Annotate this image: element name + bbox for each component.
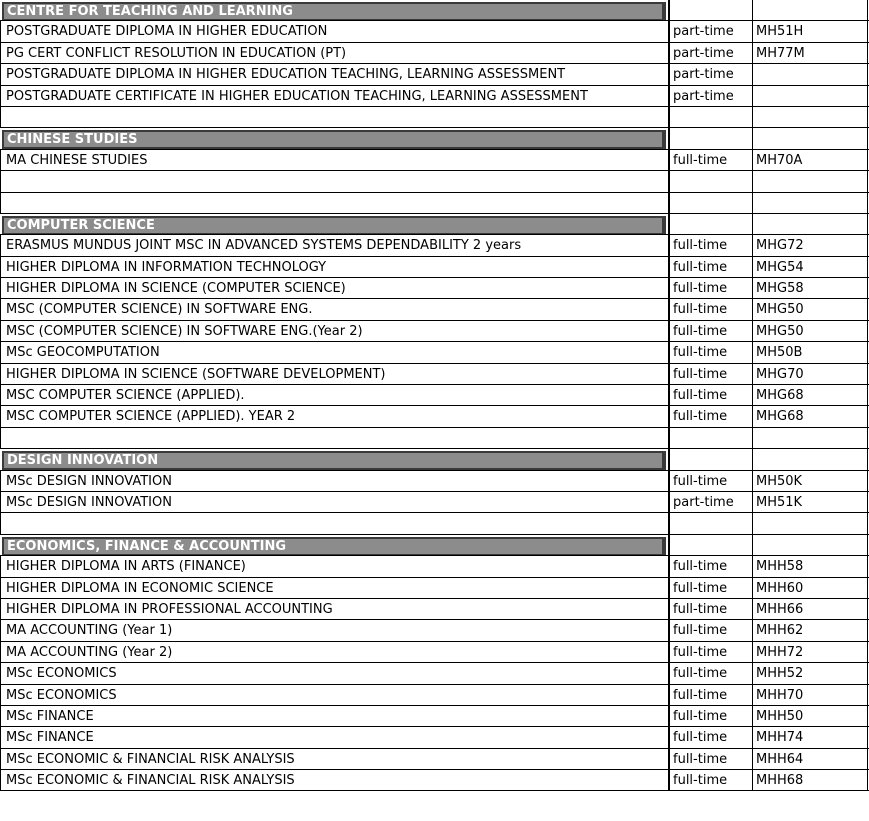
table-row [0, 406, 869, 427]
programme-name-cell[interactable]: MSc ECONOMIC & FINANCIAL RISK ANALYSIS [0, 749, 668, 769]
course-code-cell[interactable]: MH51K [752, 492, 868, 512]
programme-name-cell[interactable]: MSc FINANCE [0, 727, 668, 747]
programme-name-cell[interactable]: HIGHER DIPLOMA IN INFORMATION TECHNOLOGY [0, 257, 668, 277]
table-row [0, 685, 869, 706]
course-code-cell[interactable]: MHG50 [752, 321, 868, 341]
section-header-cell[interactable] [0, 535, 668, 555]
empty-cell[interactable] [668, 513, 752, 533]
study-mode-cell[interactable]: full-time [668, 150, 752, 170]
study-mode-cell[interactable]: full-time [668, 257, 752, 277]
blank-row [0, 428, 869, 449]
course-code-cell[interactable]: MH51H [752, 21, 868, 41]
empty-cell[interactable] [752, 0, 868, 20]
course-code-cell[interactable]: MHH52 [752, 663, 868, 683]
empty-cell[interactable] [668, 0, 752, 20]
course-code-cell[interactable]: MHH62 [752, 620, 868, 640]
study-mode-cell[interactable]: full-time [668, 278, 752, 298]
study-mode-cell[interactable]: full-time [668, 235, 752, 255]
empty-cell[interactable] [0, 513, 668, 533]
table-row [0, 385, 869, 406]
study-mode-cell[interactable]: full-time [668, 364, 752, 384]
programme-name-cell[interactable]: HIGHER DIPLOMA IN ECONOMIC SCIENCE [0, 578, 668, 598]
table-row [0, 620, 869, 641]
course-code-cell[interactable]: MHH64 [752, 749, 868, 769]
table-row [0, 663, 869, 684]
course-code-cell[interactable] [752, 86, 868, 106]
course-code-cell[interactable]: MHH72 [752, 642, 868, 662]
table-row [0, 770, 869, 791]
section-title: DESIGN INNOVATION [2, 451, 666, 469]
section-title: CENTRE FOR TEACHING AND LEARNING [2, 2, 666, 20]
course-code-cell[interactable]: MHH50 [752, 706, 868, 726]
study-mode-cell[interactable]: full-time [668, 770, 752, 790]
section-header-row [0, 0, 869, 21]
study-mode-cell[interactable]: full-time [668, 685, 752, 705]
section-header-cell[interactable] [0, 0, 668, 20]
programme-name-cell[interactable]: MSc ECONOMICS [0, 685, 668, 705]
programme-name-cell[interactable]: PG CERT CONFLICT RESOLUTION IN EDUCATION (PT) [0, 43, 668, 63]
study-mode-cell[interactable]: full-time [668, 642, 752, 662]
programme-name-cell[interactable]: HIGHER DIPLOMA IN ARTS (FINANCE) [0, 556, 668, 576]
blank-row [0, 513, 869, 534]
study-mode-cell[interactable]: full-time [668, 620, 752, 640]
programme-name-cell[interactable]: MSC COMPUTER SCIENCE (APPLIED). [0, 385, 668, 405]
empty-cell[interactable] [668, 128, 752, 148]
course-code-cell[interactable]: MHH58 [752, 556, 868, 576]
course-code-cell[interactable]: MH70A [752, 150, 868, 170]
course-code-cell[interactable]: MHG50 [752, 299, 868, 319]
section-title: CHINESE STUDIES [2, 130, 666, 148]
programme-name-cell[interactable]: POSTGRADUATE DIPLOMA IN HIGHER EDUCATION [0, 21, 668, 41]
table-row [0, 21, 869, 42]
study-mode-cell[interactable]: full-time [668, 599, 752, 619]
empty-cell[interactable] [752, 449, 868, 469]
table-row [0, 342, 869, 363]
study-mode-cell[interactable]: full-time [668, 727, 752, 747]
programme-name-cell[interactable]: HIGHER DIPLOMA IN SCIENCE (SOFTWARE DEVELOPMENT) [0, 364, 668, 384]
programme-name-cell[interactable]: MSc ECONOMIC & FINANCIAL RISK ANALYSIS [0, 770, 668, 790]
empty-cell[interactable] [668, 214, 752, 234]
programme-name-cell[interactable]: HIGHER DIPLOMA IN SCIENCE (COMPUTER SCIENCE) [0, 278, 668, 298]
programme-name-cell[interactable]: POSTGRADUATE CERTIFICATE IN HIGHER EDUCATION TEACHING, LEARNING ASSESSMENT [0, 86, 668, 106]
empty-cell[interactable] [752, 128, 868, 148]
programme-name-cell[interactable]: MSC (COMPUTER SCIENCE) IN SOFTWARE ENG.(Year 2) [0, 321, 668, 341]
empty-cell[interactable] [0, 193, 668, 213]
blank-row [0, 193, 869, 214]
empty-cell[interactable] [752, 513, 868, 533]
blank-row [0, 107, 869, 128]
course-code-cell[interactable] [752, 64, 868, 84]
section-header-row [0, 449, 869, 470]
programme-name-cell[interactable]: MSC (COMPUTER SCIENCE) IN SOFTWARE ENG. [0, 299, 668, 319]
study-mode-cell[interactable]: full-time [668, 299, 752, 319]
empty-cell[interactable] [752, 193, 868, 213]
programme-name-cell[interactable]: ERASMUS MUNDUS JOINT MSC IN ADVANCED SYSTEMS DEPENDABILITY 2 years [0, 235, 668, 255]
empty-cell[interactable] [0, 428, 668, 448]
course-code-cell[interactable]: MHH66 [752, 599, 868, 619]
section-header-row [0, 128, 869, 149]
table-row [0, 578, 869, 599]
study-mode-cell[interactable]: part-time [668, 43, 752, 63]
empty-cell[interactable] [668, 107, 752, 127]
study-mode-cell[interactable]: part-time [668, 492, 752, 512]
empty-cell[interactable] [752, 171, 868, 191]
section-header-row [0, 214, 869, 235]
course-code-cell[interactable]: MHG72 [752, 235, 868, 255]
section-header-row [0, 535, 869, 556]
study-mode-cell[interactable]: full-time [668, 556, 752, 576]
study-mode-cell[interactable]: full-time [668, 406, 752, 426]
study-mode-cell[interactable]: full-time [668, 385, 752, 405]
table-row [0, 642, 869, 663]
programme-name-cell[interactable]: MSc ECONOMICS [0, 663, 668, 683]
course-code-cell[interactable]: MHG70 [752, 364, 868, 384]
study-mode-cell[interactable]: part-time [668, 64, 752, 84]
study-mode-cell[interactable]: full-time [668, 578, 752, 598]
table-row [0, 749, 869, 770]
programme-name-cell[interactable]: MA ACCOUNTING (Year 2) [0, 642, 668, 662]
course-code-cell[interactable]: MH77M [752, 43, 868, 63]
table-row [0, 471, 869, 492]
programme-name-cell[interactable]: MSc FINANCE [0, 706, 668, 726]
empty-cell[interactable] [668, 193, 752, 213]
programme-name-cell[interactable]: MA ACCOUNTING (Year 1) [0, 620, 668, 640]
table-row [0, 706, 869, 727]
table-row [0, 257, 869, 278]
programme-name-cell[interactable]: MA CHINESE STUDIES [0, 150, 668, 170]
table-row [0, 321, 869, 342]
empty-cell[interactable] [752, 535, 868, 555]
study-mode-cell[interactable]: full-time [668, 342, 752, 362]
programme-name-cell[interactable]: HIGHER DIPLOMA IN PROFESSIONAL ACCOUNTING [0, 599, 668, 619]
programme-name-cell[interactable]: MSc DESIGN INNOVATION [0, 492, 668, 512]
section-title: COMPUTER SCIENCE [2, 216, 666, 234]
table-row [0, 43, 869, 64]
course-code-cell[interactable]: MHG68 [752, 406, 868, 426]
table-row [0, 150, 869, 171]
course-code-cell[interactable]: MHG58 [752, 278, 868, 298]
empty-cell[interactable] [668, 428, 752, 448]
empty-cell[interactable] [752, 214, 868, 234]
table-row [0, 235, 869, 256]
blank-row [0, 171, 869, 192]
programme-name-cell[interactable]: MSC COMPUTER SCIENCE (APPLIED). YEAR 2 [0, 406, 668, 426]
course-code-cell[interactable]: MHH70 [752, 685, 868, 705]
course-code-cell[interactable]: MHG54 [752, 257, 868, 277]
empty-cell[interactable] [668, 449, 752, 469]
study-mode-cell[interactable]: full-time [668, 749, 752, 769]
empty-cell[interactable] [668, 171, 752, 191]
programme-name-cell[interactable]: MSc GEOCOMPUTATION [0, 342, 668, 362]
table-row [0, 86, 869, 107]
study-mode-cell[interactable]: full-time [668, 471, 752, 491]
course-code-cell[interactable]: MHH74 [752, 727, 868, 747]
table-row [0, 64, 869, 85]
course-code-cell[interactable]: MHH68 [752, 770, 868, 790]
study-mode-cell[interactable]: full-time [668, 321, 752, 341]
empty-cell[interactable] [668, 535, 752, 555]
empty-cell[interactable] [0, 171, 668, 191]
section-header-cell[interactable] [0, 214, 668, 234]
study-mode-cell[interactable]: full-time [668, 663, 752, 683]
section-header-cell[interactable] [0, 449, 668, 469]
section-title: ECONOMICS, FINANCE & ACCOUNTING [2, 537, 666, 555]
empty-cell[interactable] [0, 107, 668, 127]
course-code-cell[interactable]: MH50K [752, 471, 868, 491]
study-mode-cell[interactable]: full-time [668, 706, 752, 726]
table-row [0, 556, 869, 577]
table-row [0, 299, 869, 320]
table-row [0, 492, 869, 513]
table-row [0, 599, 869, 620]
study-mode-cell[interactable]: part-time [668, 21, 752, 41]
table-row [0, 278, 869, 299]
course-code-cell[interactable]: MHH60 [752, 578, 868, 598]
course-code-cell[interactable]: MH50B [752, 342, 868, 362]
course-code-cell[interactable]: MHG68 [752, 385, 868, 405]
programme-name-cell[interactable]: POSTGRADUATE DIPLOMA IN HIGHER EDUCATION TEACHING, LEARNING ASSESSMENT [0, 64, 668, 84]
table-row [0, 727, 869, 748]
empty-cell[interactable] [752, 107, 868, 127]
section-header-cell[interactable] [0, 128, 668, 148]
study-mode-cell[interactable]: part-time [668, 86, 752, 106]
table-row [0, 364, 869, 385]
programme-name-cell[interactable]: MSc DESIGN INNOVATION [0, 471, 668, 491]
empty-cell[interactable] [752, 428, 868, 448]
